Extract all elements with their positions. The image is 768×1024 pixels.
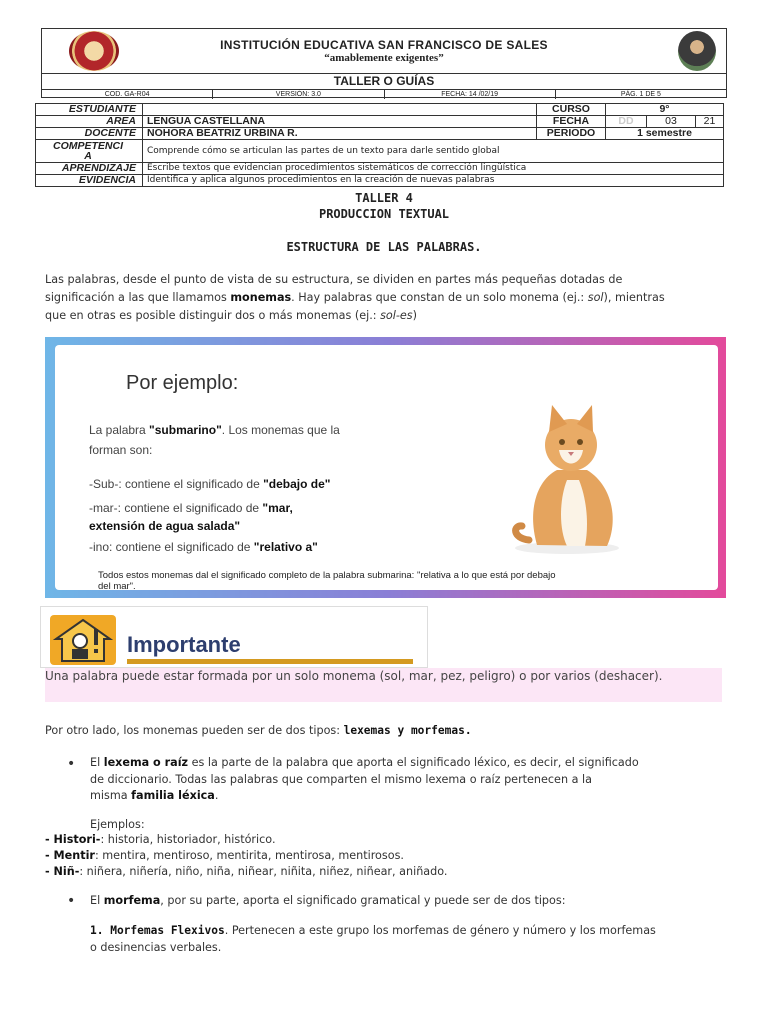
competencia-label: COMPETENCI A xyxy=(36,140,143,163)
example-mar-cont: extensión de agua salada" xyxy=(89,519,241,533)
evidencia-label: EVIDENCIA xyxy=(36,175,143,187)
morfema-paragraph: El morfema, por su parte, aporta el significado gramatical y puede ser de dos tipos: xyxy=(90,894,566,907)
bullet-icon: • xyxy=(67,893,76,909)
periodo-label: PERIODO xyxy=(537,128,606,140)
institution-motto: “amablemente exigentes” xyxy=(324,52,444,64)
evidencia-value: Identifica y aplica algunos procedimientos en la creación de nuevas palabras xyxy=(143,175,724,187)
saint-portrait-logo xyxy=(678,31,716,71)
thinking-figure-icon xyxy=(50,615,116,665)
example-line-2: forman son: xyxy=(89,443,153,457)
example-sub: -Sub-: contiene el significado de "debajo de" xyxy=(89,477,331,491)
types-intro: Por otro lado, los monemas pueden ser de dos tipos: lexemas y morfemas. xyxy=(45,724,472,737)
example-card-inner xyxy=(55,345,718,590)
institution-name: INSTITUCIÓN EDUCATIVA SAN FRANCISCO DE SALES xyxy=(220,38,548,52)
fecha-month: 03 xyxy=(647,116,696,128)
docente-value: NOHORA BEATRIZ URBINA R. xyxy=(143,128,537,140)
importante-label: Importante xyxy=(127,632,241,657)
fecha-label: FECHA xyxy=(537,116,606,128)
importante-note: Una palabra puede estar formada por un solo monema (sol, mar, pez, peligro) o por varios (deshacer). xyxy=(45,668,722,702)
competencia-value: Comprende cómo se articulan las partes de un texto para darle sentido global xyxy=(143,140,724,163)
docente-label: DOCENTE xyxy=(36,128,143,140)
doc-meta-row xyxy=(42,89,726,99)
aprendizaje-label: APRENDIZAJE xyxy=(36,163,143,175)
example-line-1: La palabra "submarino". Los monemas que la xyxy=(89,423,340,437)
fecha-year: 21 xyxy=(696,116,724,128)
lexema-paragraph: El lexema o raíz es la parte de la palabra que aporta el significado léxico, es decir, el significado de diccionario. Todas las palabras que comparten el mismo lexema o raíz pertenecen a la misma familia léxica. xyxy=(90,756,639,802)
intro-paragraph: Las palabras, desde el punto de vista de su estructura, se dividen en partes más pequeñas dotadas de significación a las que llamamos monemas. Hay palabras que constan de un solo monema (ej.: sol), mientras que en otras es posible distinguir dos o más monemas (ej.: sol-es) xyxy=(45,273,665,322)
estructura-title: ESTRUCTURA DE LAS PALABRAS. xyxy=(286,240,482,254)
example-heading: Por ejemplo: xyxy=(126,372,239,394)
periodo-value: 1 semestre xyxy=(606,128,724,140)
morfemas-flexivos: 1. Morfemas Flexivos. Pertenecen a este grupo los morfemas de género y número y los morfemas o desinencias verbales. xyxy=(90,924,656,954)
lexema-examples: - Histori-: historia, historiador, histórico. - Mentir: mentira, mentiroso, mentirita, mentirosa, mentirosos. - Niñ-: niñera, niñería, niño, niña, niñear, niñita, niñez, niñear, aniñado. xyxy=(45,833,448,878)
doc-page: PÁG. 1 DE 5 xyxy=(620,91,661,98)
doc-version: VERSIÓN: 3.0 xyxy=(213,90,384,99)
estudiante-label: ESTUDIANTE xyxy=(36,104,143,116)
fecha-day: DD xyxy=(606,116,647,128)
doc-code: COD. GA-R04 xyxy=(42,90,213,99)
cat-illustration xyxy=(507,400,627,555)
aprendizaje-value: Escribe textos que evidencian procedimientos sistemáticos de corrección lingüística xyxy=(143,163,724,175)
doc-title: TALLER O GUÍAS xyxy=(333,74,435,88)
area-value: LENGUA CASTELLANA xyxy=(143,116,537,128)
curso-label: CURSO xyxy=(537,104,606,116)
importante-underline xyxy=(127,659,413,664)
importante-banner xyxy=(40,606,428,668)
header-title-row xyxy=(42,29,726,74)
area-label: AREA xyxy=(36,116,143,128)
bullet-icon: • xyxy=(67,756,76,772)
doc-date: FECHA: 14 /02/19 xyxy=(385,90,556,99)
example-image-card xyxy=(45,337,726,598)
document-header xyxy=(41,28,727,98)
example-footer: Todos estos monemas dal el significado completo de la palabra submarina: "relativa a lo que está por debajo del mar". xyxy=(98,570,556,592)
student-info-table xyxy=(35,103,724,187)
example-mar: -mar-: contiene el significado de "mar, xyxy=(89,501,293,515)
estudiante-field[interactable] xyxy=(143,104,537,116)
taller-title: TALLER 4 xyxy=(355,191,413,205)
ejemplos-label: Ejemplos: xyxy=(90,818,145,831)
produccion-title: PRODUCCION TEXTUAL xyxy=(318,207,450,221)
curso-value: 9° xyxy=(606,104,724,116)
example-ino: -ino: contiene el significado de "relativo a" xyxy=(89,540,318,554)
